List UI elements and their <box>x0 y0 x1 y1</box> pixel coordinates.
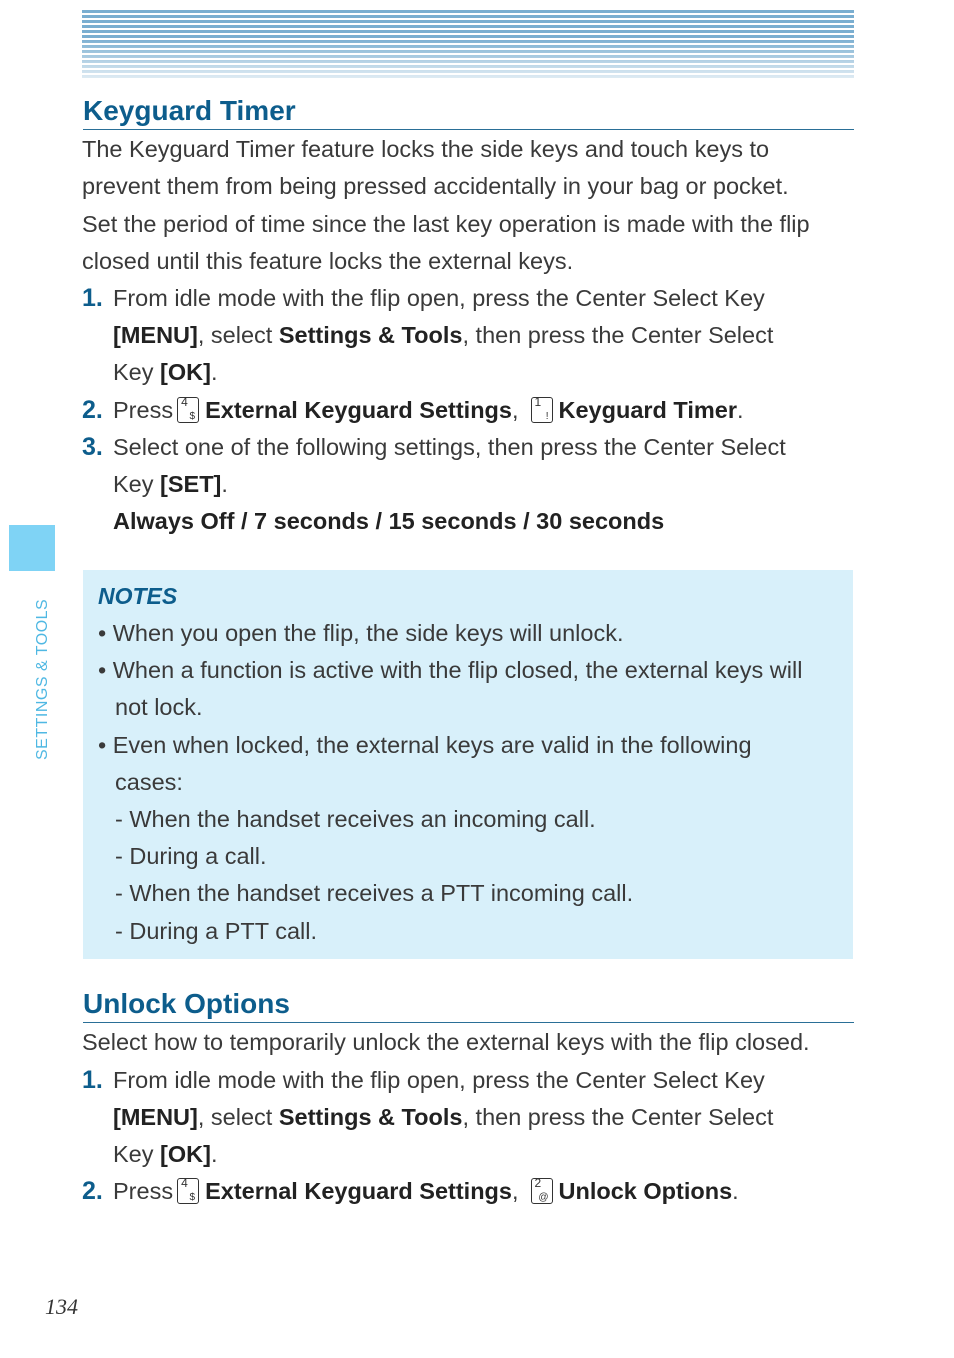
step-text: Key [OK]. <box>113 359 218 385</box>
key-4-icon: 4 $ <box>177 1178 199 1204</box>
side-section-label: SETTINGS & TOOLS <box>34 598 51 760</box>
step-number: 2. <box>82 1177 103 1205</box>
step-text: Press 4 $ External Keyguard Settings, 2 @ Unlock Options. <box>113 1176 739 1204</box>
note-line: • When you open the flip, the side keys will unlock. <box>98 620 624 646</box>
step-text: From idle mode with the flip open, press the Center Select Key <box>113 285 765 311</box>
step-text: From idle mode with the flip open, press the Center Select Key <box>113 1067 765 1093</box>
notes-box <box>83 570 853 959</box>
page-number: 134 <box>45 1294 78 1319</box>
step-text: Key [OK]. <box>113 1141 218 1167</box>
step-options: Always Off / 7 seconds / 15 seconds / 30 seconds <box>113 508 665 534</box>
step-text: Select one of the following settings, then press the Center Select <box>113 434 786 460</box>
section-tab-marker <box>9 525 55 571</box>
notes-title: NOTES <box>98 583 178 609</box>
step-text: Key [SET]. <box>113 471 228 497</box>
step-number: 1. <box>82 284 103 312</box>
note-line: - During a PTT call. <box>115 918 317 944</box>
key-2-icon: 2 @ <box>531 1178 553 1204</box>
note-line: • When a function is active with the flip closed, the external keys will <box>98 657 803 683</box>
step-number: 1. <box>82 1066 103 1094</box>
header-decoration <box>82 10 854 78</box>
note-line: cases: <box>115 769 183 795</box>
note-line: - During a call. <box>115 843 267 869</box>
step-text: [MENU], select Settings & Tools, then press the Center Select <box>113 322 774 348</box>
note-line: not lock. <box>115 694 203 720</box>
note-line: • Even when locked, the external keys are valid in the following <box>98 732 752 758</box>
intro-line: Select how to temporarily unlock the external keys with the flip closed. <box>82 1029 810 1055</box>
key-4-icon: 4 $ <box>177 397 199 423</box>
intro-line: prevent them from being pressed accidentally in your bag or pocket. <box>82 173 789 199</box>
intro-line: Set the period of time since the last key operation is made with the flip <box>82 211 810 237</box>
step-text: [MENU], select Settings & Tools, then press the Center Select <box>113 1104 774 1130</box>
step-number: 2. <box>82 396 103 424</box>
step-text: Press 4 $ External Keyguard Settings, 1 ! Keyguard Timer. <box>113 395 744 423</box>
step-number: 3. <box>82 433 103 461</box>
intro-line: closed until this feature locks the external keys. <box>82 248 574 274</box>
note-line: - When the handset receives an incoming call. <box>115 806 596 832</box>
section-heading-unlock-options: Unlock Options <box>83 987 854 1023</box>
note-line: - When the handset receives a PTT incoming call. <box>115 880 634 906</box>
intro-line: The Keyguard Timer feature locks the side keys and touch keys to <box>82 136 770 162</box>
key-1-icon: 1 ! <box>531 397 553 423</box>
section-heading-keyguard-timer: Keyguard Timer <box>83 94 854 130</box>
